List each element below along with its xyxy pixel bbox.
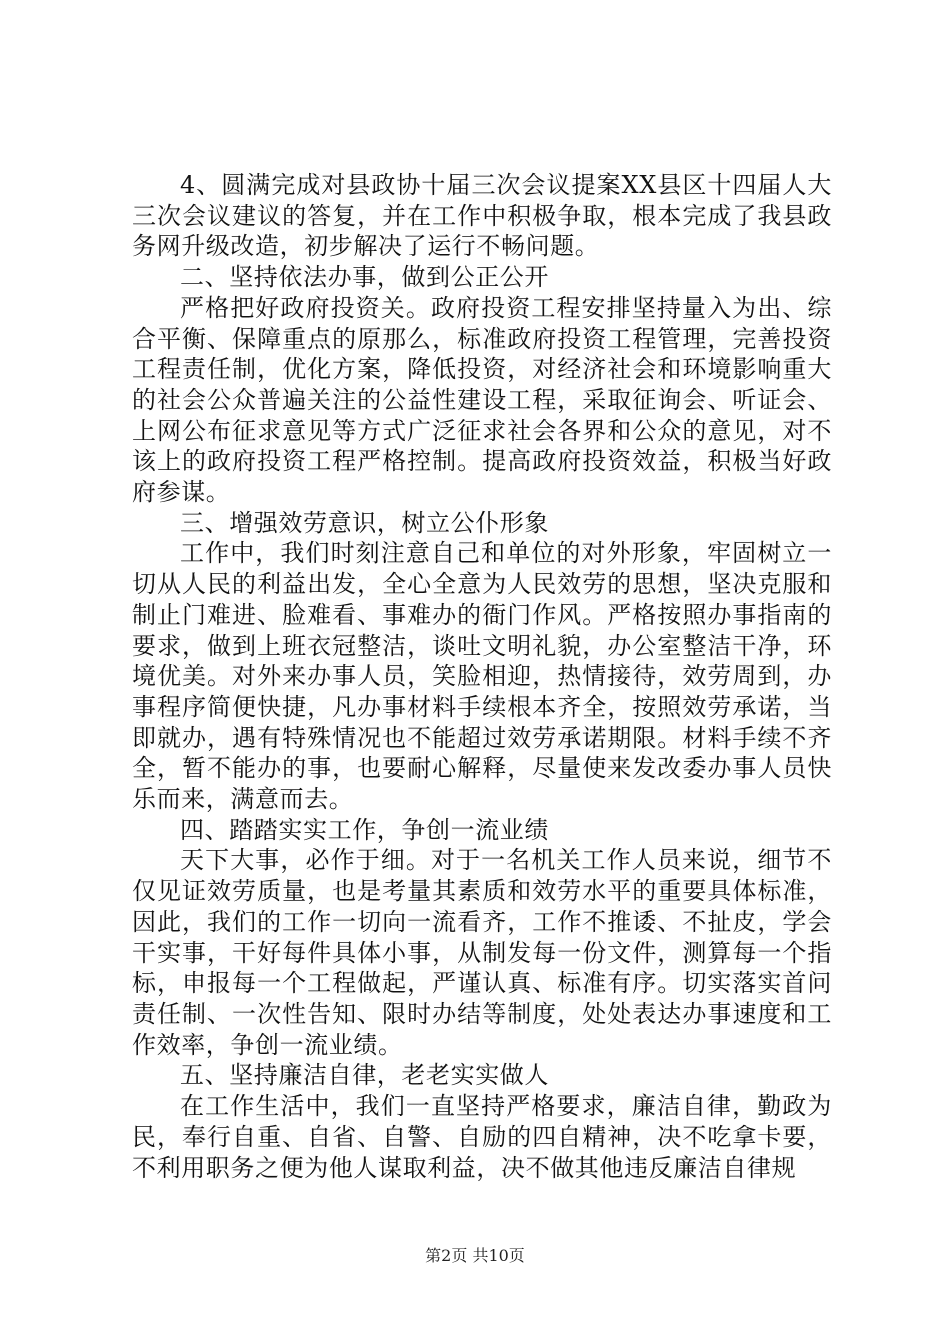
paragraph-service-image: 工作中，我们时刻注意自己和单位的对外形象，牢固树立一切从人民的利益出发，全心全意为人民效劳的思想，坚决克服和制止门难进、脸难看、事难办的衙门作风。严格按照办事指南的要求，做到上班衣冠整洁，谈吐文明礼貌，办公室整洁干净，环境优美。对外来办事人员，笑脸相迎，热情接待，效劳周到，办事程序简便快捷，凡办事材料手续根本齐全，按照效劳承诺，当即就办，遇有特殊情况也不能超过效劳承诺期限。材料手续不齐全，暂不能办的事，也要耐心解释，尽量使来发改委办事人员快乐而来，满意而去。 — [132, 539, 832, 814]
paragraph-integrity: 在工作生活中，我们一直坚持严格要求，廉洁自律，勤政为民，奉行自重、自省、自警、自励的四自精神，决不吃拿卡要，不利用职务之便为他人谋取利益，决不做其他违反廉洁自律规 — [132, 1092, 832, 1182]
section-heading-4: 四、踏踏实实工作，争创一流业绩 — [180, 815, 549, 844]
section-heading-2: 二、坚持依法办事，做到公正公开 — [180, 263, 549, 292]
paragraph-first-class-work: 天下大事，必作于细。对于一名机关工作人员来说，细节不仅见证效劳质量，也是考量其素质和效劳水平的重要具体标准，因此，我们的工作一切向一流看齐，工作不推诿、不扯皮，学会干实事，干好每件具体小事，从制发每一份文件，测算每一个指标，申报每一个工程做起，严谨认真、标准有序。切实落实首问责任制、一次性告知、限时办结等制度，处处表达办事速度和工作效率，争创一流业绩。 — [132, 846, 832, 1059]
document-body — [132, 170, 832, 1183]
page-number-footer: 第2页 共10页 — [425, 1246, 525, 1265]
paragraph-investment-control: 严格把好政府投资关。政府投资工程安排坚持量入为出、综合平衡、保障重点的原那么，标准政府投资工程管理，完善投资工程责任制，优化方案，降低投资，对经济社会和环境影响重大的社会公众普遍关注的公益性建设工程，采取征询会、听证会、上网公布征求意见等方式广泛征求社会各界和公众的意见，对不该上的政府投资工程严格控制。提高政府投资效益，积极当好政府参谋。 — [132, 293, 832, 507]
section-heading-3: 三、增强效劳意识，树立公仆形象 — [180, 508, 549, 537]
paragraph-item-4-completion: 4、圆满完成对县政协十届三次会议提案XX县区十四届人大三次会议建议的答复，并在工作中积极争取，根本完成了我县政务网升级改造，初步解决了运行不畅问题。 — [132, 171, 832, 261]
section-heading-5: 五、坚持廉洁自律，老老实实做人 — [180, 1061, 549, 1090]
